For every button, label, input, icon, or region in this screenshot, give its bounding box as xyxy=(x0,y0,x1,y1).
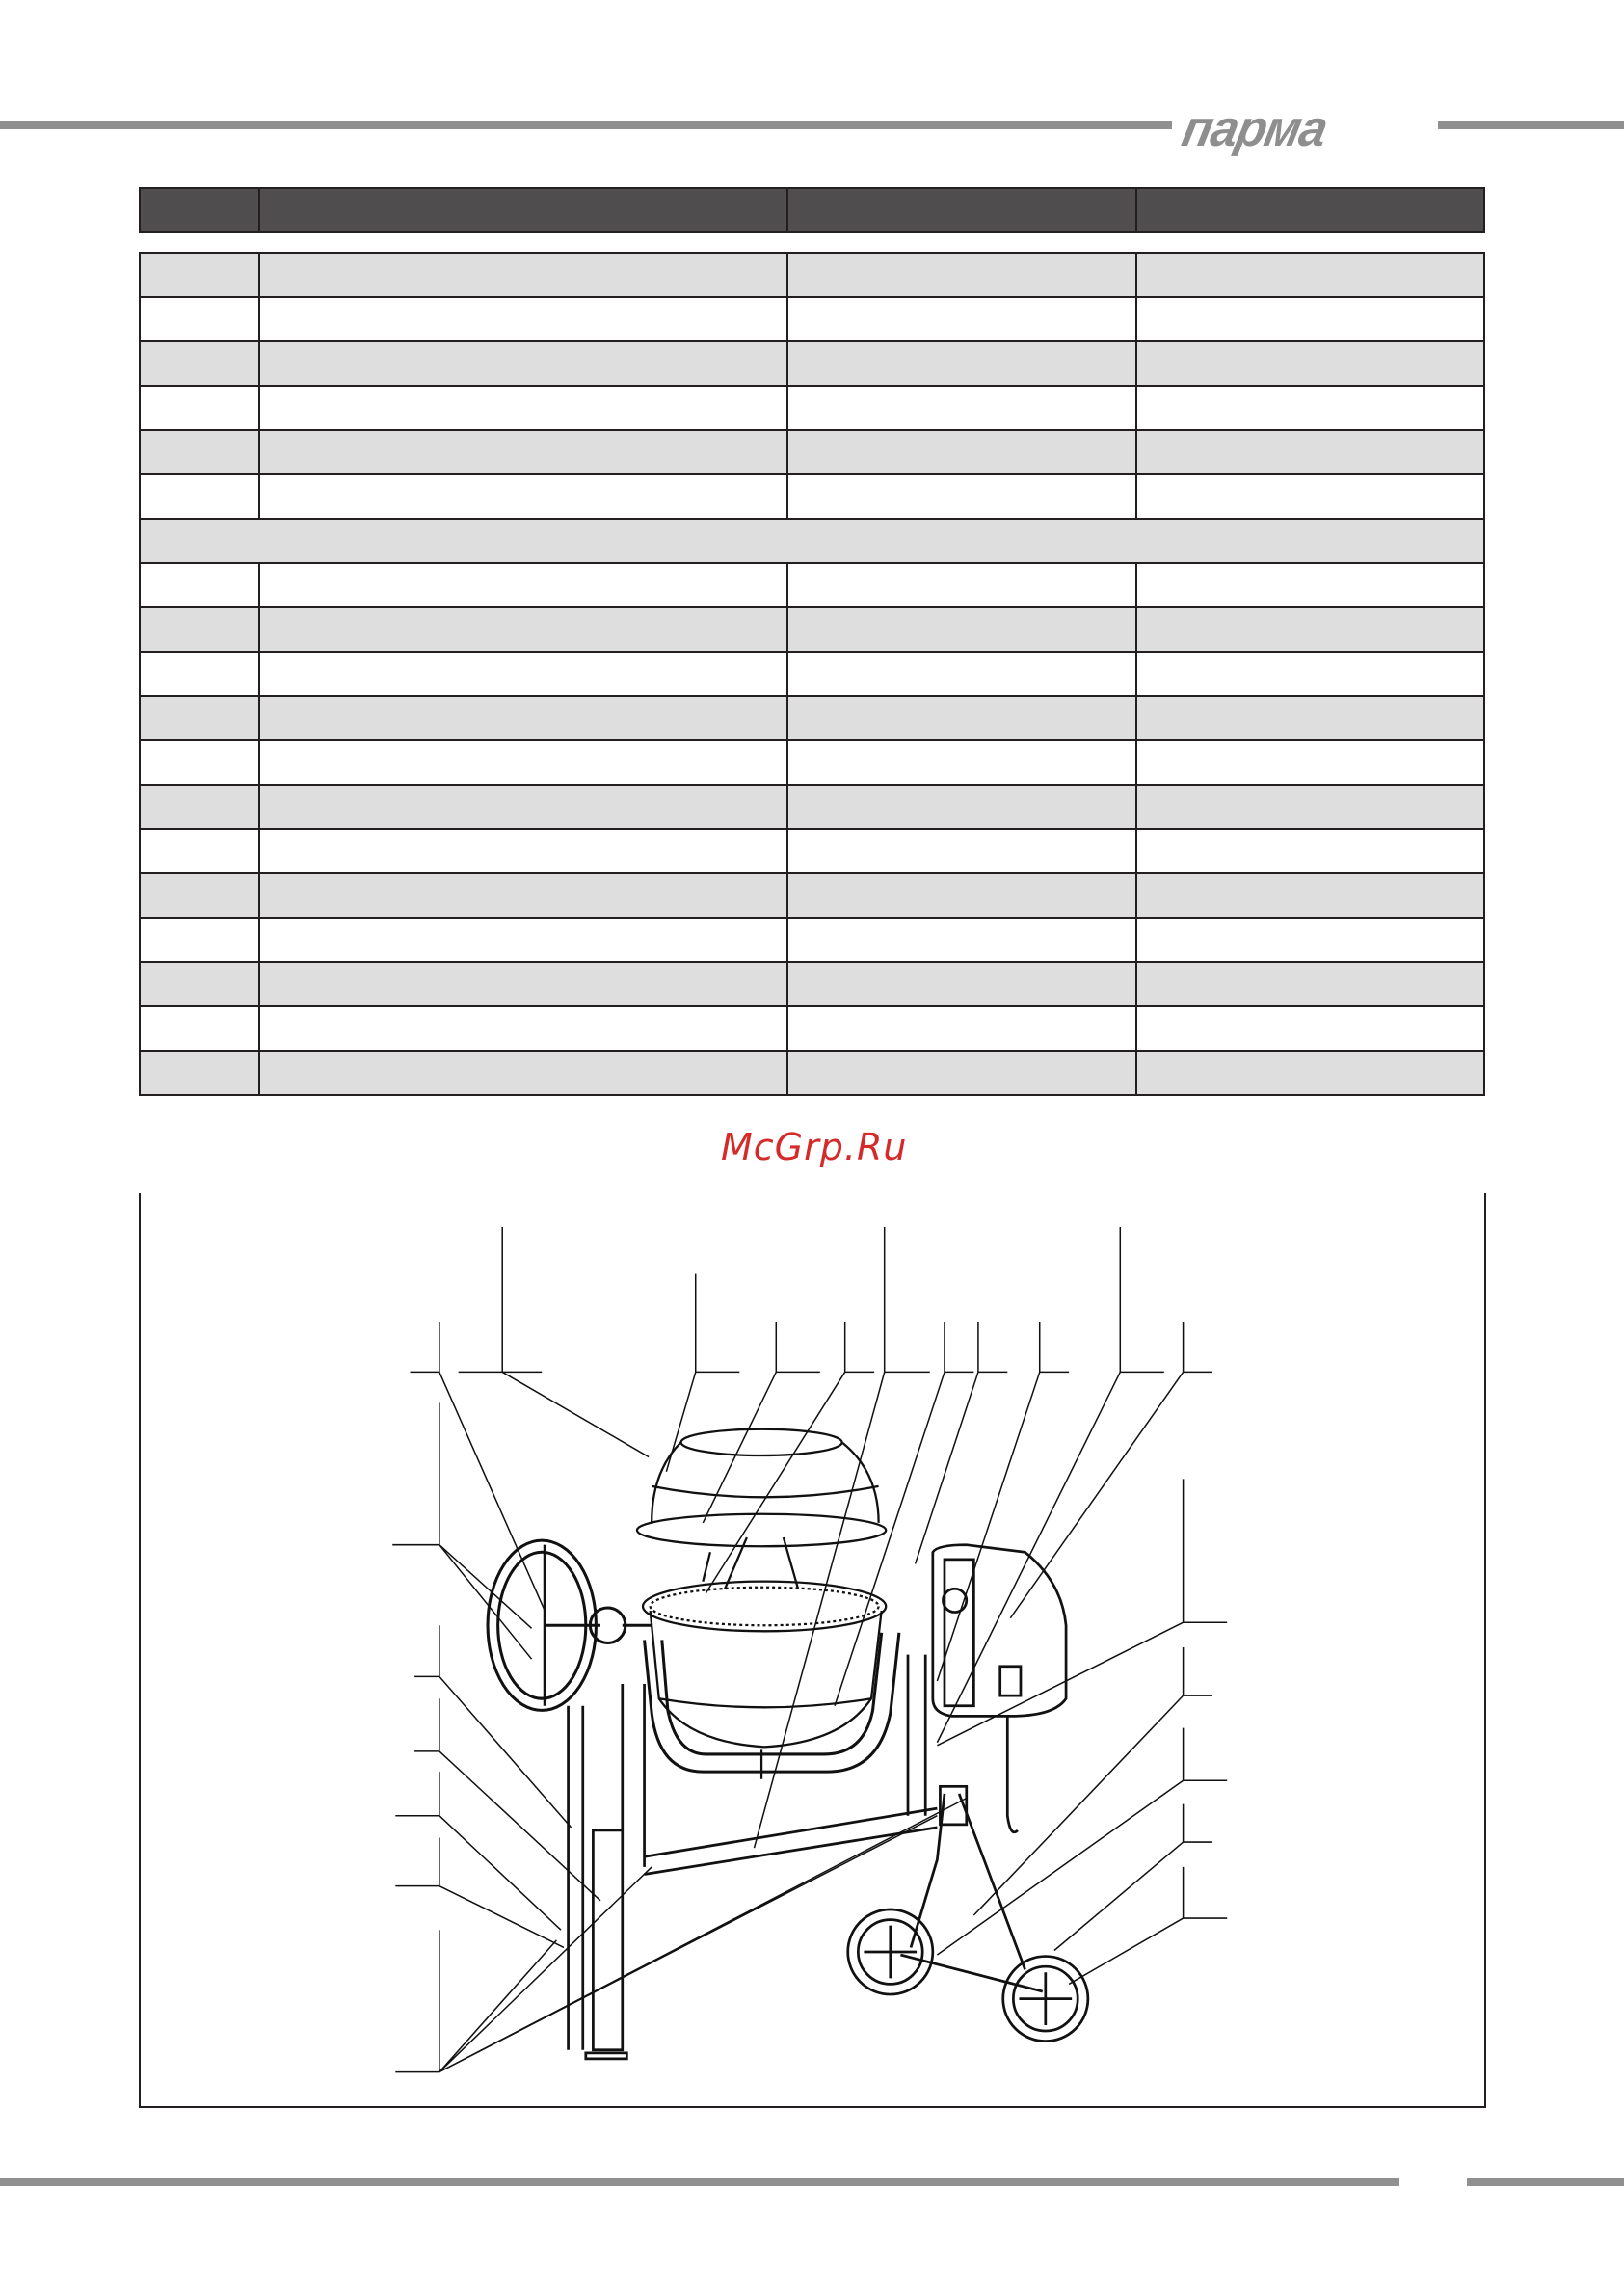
bottom-rule-right xyxy=(1467,2178,1624,2186)
watermark: McGrp.Ru xyxy=(721,1126,908,1168)
legs xyxy=(569,1655,938,2059)
brand-logo: парма xyxy=(1177,99,1333,157)
drum-bottom xyxy=(643,1537,886,1779)
handwheel xyxy=(488,1540,652,1710)
wheel-frame xyxy=(848,1786,1088,2041)
leader-lines xyxy=(392,1227,1227,2072)
motor-housing xyxy=(933,1545,1066,1832)
bottom-rule-left xyxy=(0,2178,1399,2186)
